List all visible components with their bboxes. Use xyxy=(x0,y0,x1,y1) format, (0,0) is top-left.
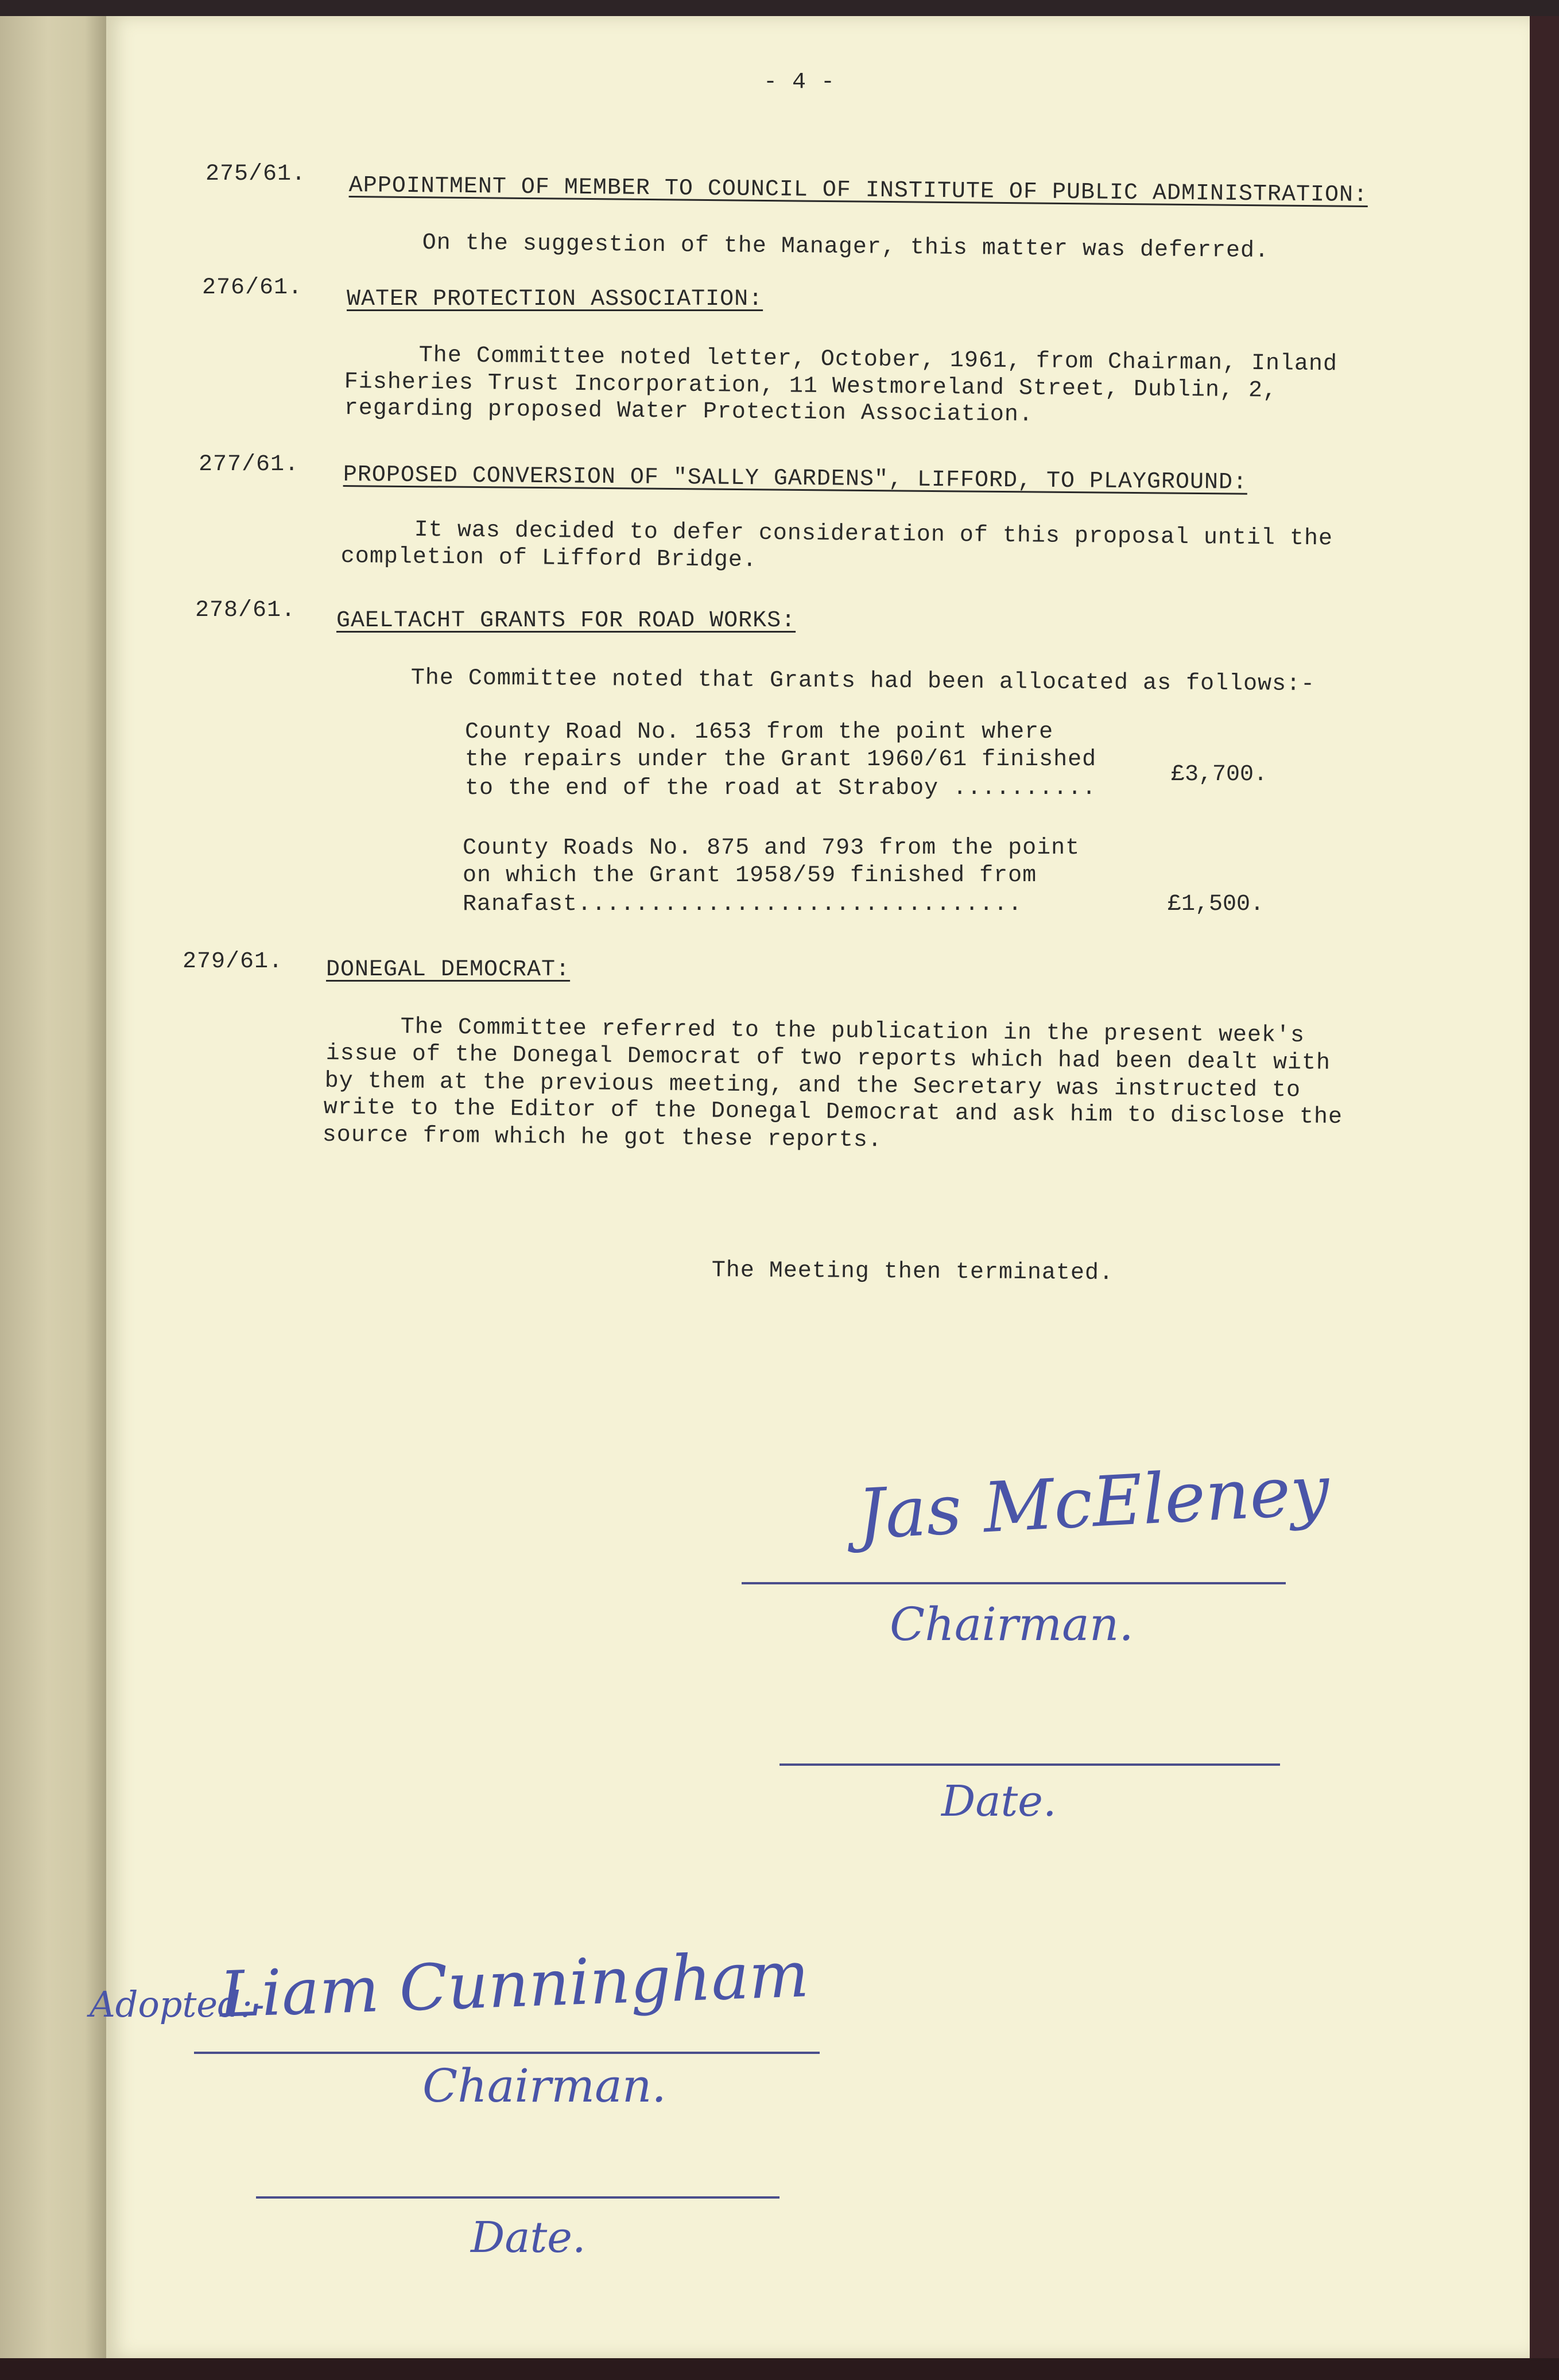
chairman-signature: Jas McEleney xyxy=(855,1450,1332,1555)
minute-body-line: source from which he got these reports. xyxy=(322,1122,883,1154)
minute-number: 277/61. xyxy=(199,452,300,478)
minute-heading: PROPOSED CONVERSION OF "SALLY GARDENS", LIFFORD, TO PLAYGROUND: xyxy=(343,462,1248,496)
minute-body-line: It was decided to defer consideration of this proposal until the xyxy=(414,517,1333,552)
scan-right-edge xyxy=(1530,16,1559,2380)
minute-body-line: Fisheries Trust Incorporation, 11 Westmoreland Street, Dublin, 2, xyxy=(344,369,1278,404)
scan-bottom-edge xyxy=(0,2358,1559,2380)
grant-line: County Roads No. 875 and 793 from the point xyxy=(463,835,1080,861)
adopted-prefix-handwritten: Adopted:- xyxy=(90,1983,265,2025)
minute-body-line: write to the Editor of the Donegal Democrat and ask him to disclose the xyxy=(323,1095,1343,1131)
minute-body-line: issue of the Donegal Democrat of two reports which had been dealt with xyxy=(325,1041,1331,1076)
minute-number: 278/61. xyxy=(195,598,296,623)
grant-line: Ranafast............................... xyxy=(463,891,1023,917)
minute-body-line: completion of Lifford Bridge. xyxy=(340,543,758,573)
grant-line: the repairs under the Grant 1960/61 finished xyxy=(465,747,1097,773)
minute-body-line: by them at the previous meeting, and the Secretary was instructed to xyxy=(324,1068,1301,1104)
date-label-handwritten: Date. xyxy=(941,1777,1057,1826)
date-line xyxy=(780,1763,1280,1766)
minute-heading: APPOINTMENT OF MEMBER TO COUNCIL OF INSTITUTE OF PUBLIC ADMINISTRATION: xyxy=(348,172,1368,209)
chairman-role-handwritten: Chairman. xyxy=(890,1598,1134,1651)
adopting-chairman-role-handwritten: Chairman. xyxy=(422,2059,666,2112)
minute-number: 276/61. xyxy=(202,275,303,301)
adopting-chairman-signature: Liam Cunningham xyxy=(218,1937,810,2032)
closing-statement: The Meeting then terminated. xyxy=(711,1258,1114,1286)
minute-heading: WATER PROTECTION ASSOCIATION: xyxy=(347,286,763,312)
date-label-handwritten: Date. xyxy=(471,2213,586,2262)
grant-line: on which the Grant 1958/59 finished from xyxy=(463,863,1037,889)
signature-line xyxy=(194,2052,820,2054)
minute-heading: DONEGAL DEMOCRAT: xyxy=(326,957,571,983)
minute-heading: GAELTACHT GRANTS FOR ROAD WORKS: xyxy=(336,608,796,634)
date-line xyxy=(256,2196,780,2199)
minute-number: 275/61. xyxy=(205,161,307,187)
minute-number: 279/61. xyxy=(183,949,284,975)
minute-body-line: The Committee noted that Grants had been allocated as follows:- xyxy=(410,665,1316,697)
grant-line: County Road No. 1653 from the point where xyxy=(465,719,1054,745)
minute-body-line: The Committee noted letter, October, 1961, from Chairman, Inland xyxy=(418,342,1338,378)
grant-line: to the end of the road at Straboy .......... xyxy=(465,776,1097,801)
minute-body-line: The Committee referred to the publication in the present week's xyxy=(400,1014,1305,1049)
grant-amount: £3,700. xyxy=(1171,762,1268,788)
signature-line xyxy=(742,1582,1286,1584)
minute-body-line: regarding proposed Water Protection Association. xyxy=(344,395,1034,428)
page-number: - 4 - xyxy=(763,69,836,95)
minute-body-line: On the suggestion of the Manager, this matter was deferred. xyxy=(422,230,1270,265)
grant-amount: £1,500. xyxy=(1168,891,1265,917)
